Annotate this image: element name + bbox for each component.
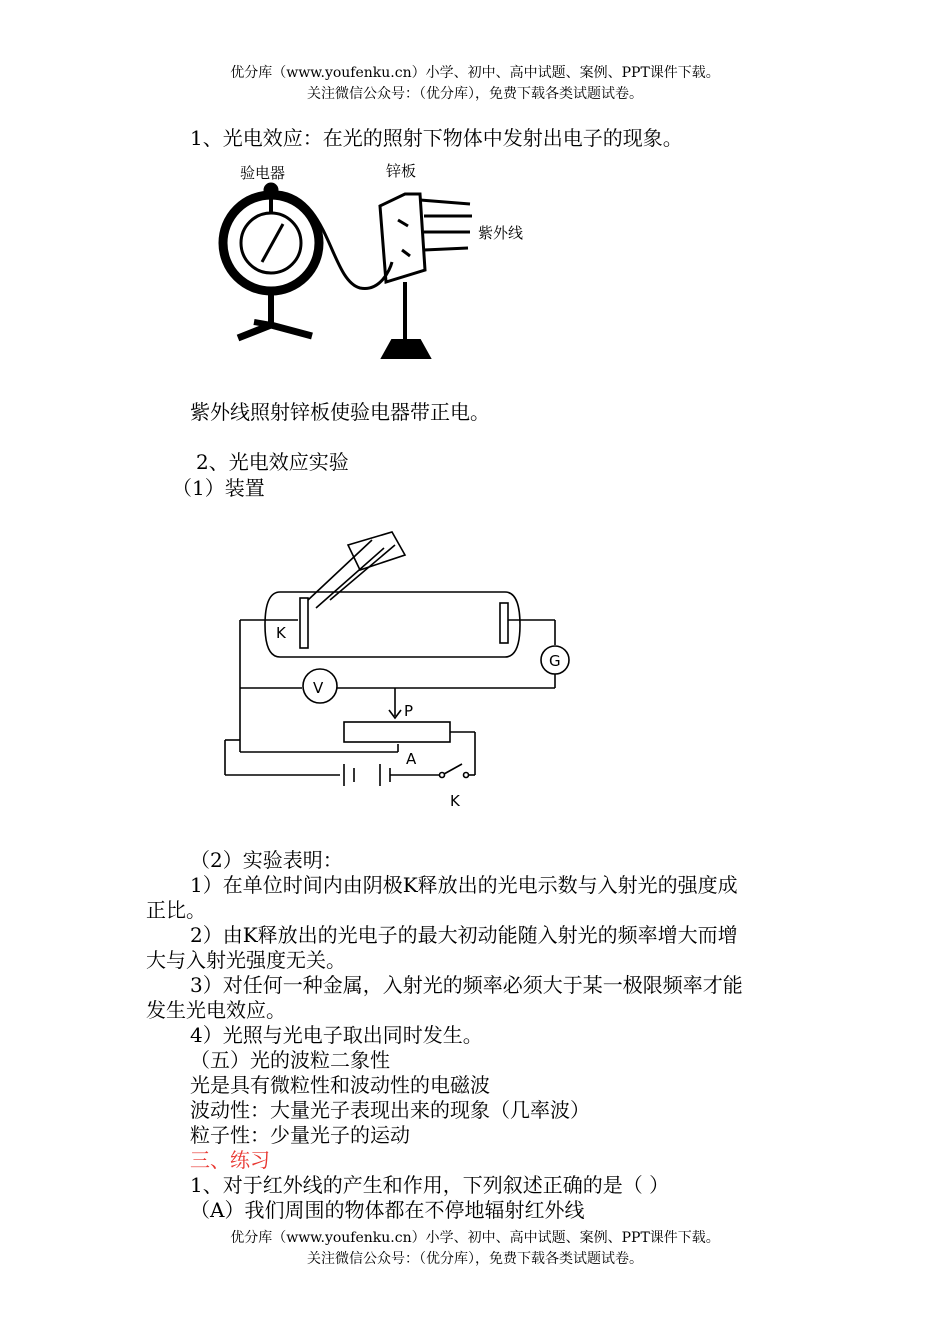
section1-title: 1、光电效应：在光的照射下物体中发射出电子的现象。 (190, 126, 683, 150)
label-electroscope: 验电器 (240, 164, 286, 182)
section5-title: （五）光的波粒二象性 (190, 1048, 390, 1072)
finding-2-line-a: 2）由K释放出的光电子的最大初动能随入射光的频率增大而增 (190, 923, 738, 947)
section5-line-1: 光是具有微粒性和波动性的电磁波 (190, 1073, 490, 1097)
section5-line-2: 波动性：大量光子表现出来的现象（几率波） (190, 1098, 590, 1122)
section2-title: 2、光电效应实验 (196, 450, 349, 474)
exercise-option-a: （A）我们周围的物体都在不停地辐射红外线 (190, 1198, 585, 1222)
header-line-2: 关注微信公众号：（优分库），免费下载各类试题试卷。 (307, 86, 643, 102)
footer-line-1: 优分库（www.youfenku.cn）小学、初中、高中试题、案例、PPT课件下载。 (230, 1230, 720, 1246)
label-ultraviolet: 紫外线 (478, 224, 524, 242)
label-galvanometer-g: G (549, 652, 561, 670)
label-zinc-plate: 锌板 (386, 162, 417, 180)
finding-1-line-a: 1）在单位时间内由阴极K释放出的光电示数与入射光的强度成 (190, 873, 738, 897)
exercise-heading: 三、练习 (190, 1148, 270, 1172)
finding-4: 4）光照与光电子取出同时发生。 (190, 1023, 483, 1047)
finding-1-line-b: 正比。 (146, 898, 206, 922)
exercise-question-1: 1、对于红外线的产生和作用，下列叙述正确的是（ ） (190, 1173, 670, 1197)
finding-3-line-b: 发生光电效应。 (146, 998, 286, 1022)
section1-caption: 紫外线照射锌板使验电器带正电。 (190, 400, 490, 424)
header-line-1: 优分库（www.youfenku.cn）小学、初中、高中试题、案例、PPT课件下载。 (230, 65, 720, 81)
finding-2-line-b: 大与入射光强度无关。 (146, 948, 346, 972)
section2-sub1: （1）装置 (172, 476, 265, 500)
label-cathode-k: K (276, 624, 286, 642)
section2-sub2: （2）实验表明： (190, 848, 343, 872)
footer-line-2: 关注微信公众号：（优分库），免费下载各类试题试卷。 (307, 1251, 643, 1267)
label-point-a: A (406, 750, 417, 768)
label-slider-p: P (404, 702, 414, 720)
label-voltmeter-v: V (313, 679, 324, 697)
finding-3-line-a: 3）对任何一种金属，入射光的频率必须大于某一极限频率才能 (190, 973, 743, 997)
label-switch-k: K (450, 792, 460, 810)
section5-line-3: 粒子性：少量光子的运动 (190, 1123, 410, 1147)
